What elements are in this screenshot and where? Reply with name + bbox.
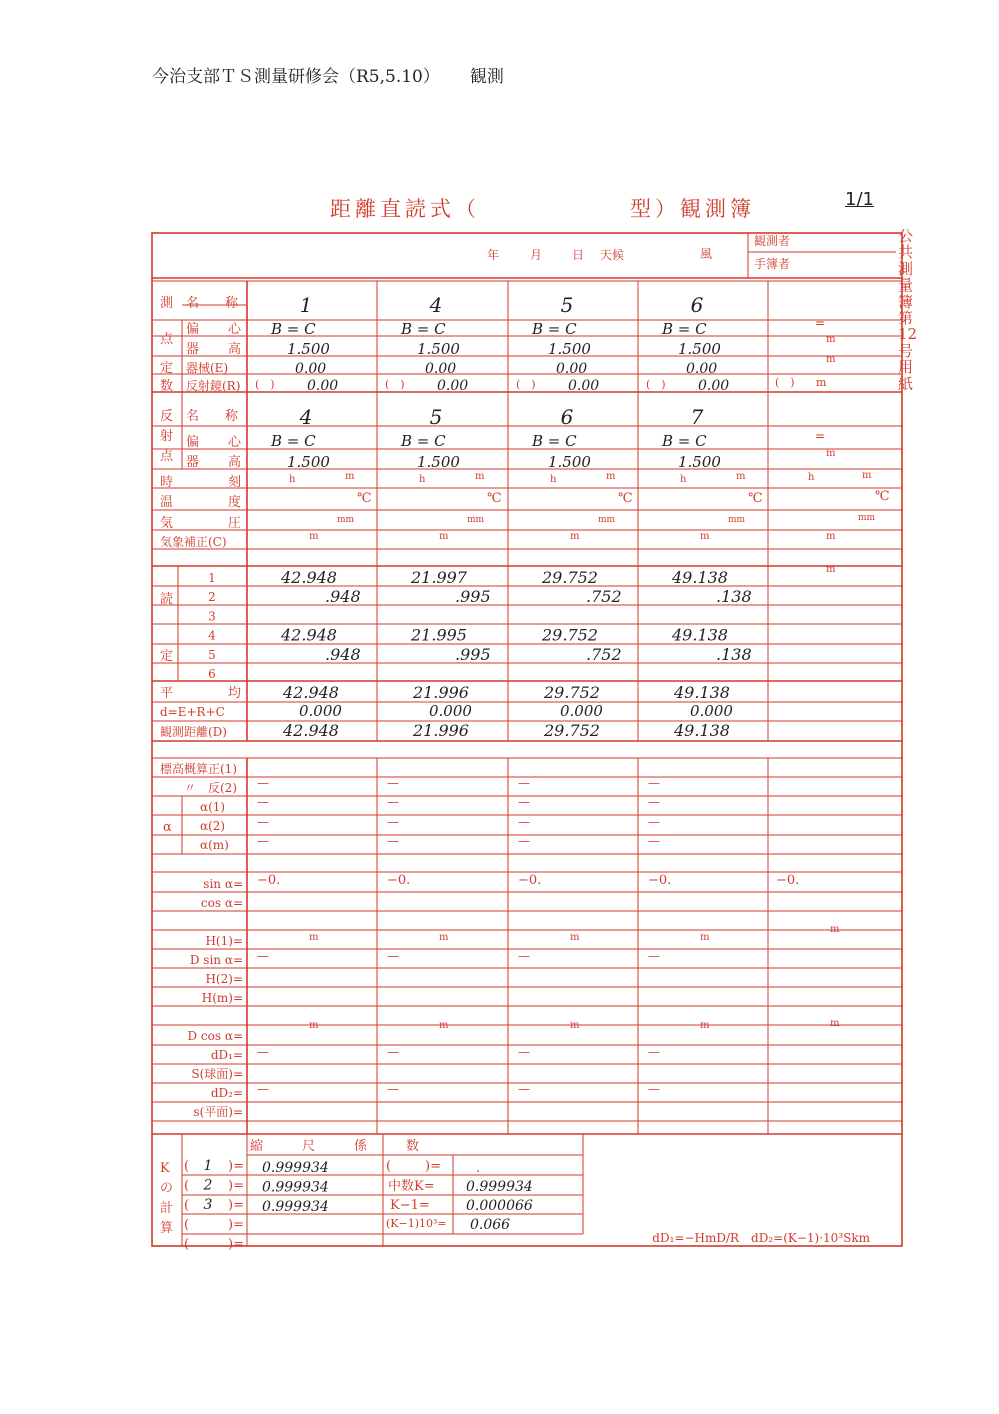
label: 名: [186, 409, 200, 424]
unit-m: m: [309, 531, 319, 542]
label: )=: [228, 1178, 244, 1194]
sin-label: sin α=: [203, 877, 243, 891]
label: h: [808, 472, 815, 483]
day-label: 日: [572, 248, 585, 262]
label: mm: [858, 513, 876, 523]
unit-mm: mm: [467, 515, 485, 525]
label: K−1=: [390, 1198, 430, 1213]
label: (: [184, 1159, 190, 1174]
label: 温: [160, 495, 174, 510]
label: 算: [160, 1221, 174, 1236]
label: α(m): [200, 838, 229, 852]
observed-distance: 21.996: [413, 721, 469, 740]
s-sphere-label: S(球面)=: [191, 1067, 243, 1081]
read-index: 2: [208, 590, 216, 605]
reflector-eccentric: B = C: [662, 432, 707, 450]
year-label: 年: [487, 248, 500, 262]
k-e3-value: 0.066: [470, 1217, 511, 1233]
paren-label: ( ): [255, 378, 275, 391]
paren-label: ( ): [516, 378, 536, 391]
dash-mark: —: [518, 815, 530, 829]
label: )=: [228, 1237, 244, 1252]
unit-m: m: [439, 932, 449, 943]
reflector-height: 1.500: [678, 453, 721, 471]
dash-mark: —: [257, 834, 269, 848]
dash-mark: —: [257, 949, 269, 963]
mean-value: 29.752: [544, 683, 600, 702]
label: ℃: [875, 489, 890, 504]
label: )=: [228, 1217, 244, 1233]
h2-label: H(2)=: [205, 972, 243, 986]
month-label: 月: [530, 248, 543, 262]
unit-h: h: [419, 474, 426, 485]
const-e: 0.00: [556, 361, 588, 377]
unit-m: m: [570, 1020, 580, 1031]
const-r: 0.00: [568, 378, 600, 394]
dd1-label: dD₁=: [210, 1048, 243, 1062]
dash-mark: —: [648, 834, 660, 848]
dd2-label: dD₂=: [210, 1086, 243, 1100]
title-right: 型）観測簿: [630, 197, 755, 221]
dd-formula: dD₁=−HmD/R dD₂=(K−1)·10³Skm: [652, 1231, 870, 1245]
reading-value: .138: [716, 644, 752, 664]
dash-mark: —: [387, 1045, 399, 1059]
unit-m: m: [309, 932, 319, 943]
unit-min: m: [606, 471, 616, 482]
unit-degc: ℃: [748, 491, 763, 506]
label: 中数K=: [388, 1179, 435, 1194]
eccentric-value: B = C: [532, 320, 577, 338]
dash-mark: —: [257, 776, 269, 790]
label: d=E+R+C: [160, 705, 225, 719]
label: (: [184, 1237, 190, 1252]
paren-label: ( ): [646, 378, 666, 391]
label: .: [476, 1161, 481, 1176]
scale-factor-header: 縮 尺 係 数: [250, 1139, 420, 1154]
dash-mark: —: [257, 815, 269, 829]
k-row-id: 2: [203, 1177, 213, 1194]
unit-m: m: [700, 531, 710, 542]
label: 観測距離(D): [160, 725, 227, 739]
reading-value: .948: [325, 644, 361, 664]
reflector-height: 1.500: [417, 453, 460, 471]
const-e: 0.00: [425, 361, 457, 377]
read-index: 5: [208, 647, 216, 662]
station-name: 1: [299, 293, 313, 317]
label: 偏: [186, 322, 200, 337]
station-name: 5: [560, 293, 574, 317]
dash-mark: —: [257, 1082, 269, 1096]
label: =: [815, 429, 826, 443]
label: 〃 反(2): [184, 781, 237, 795]
dash-mark: —: [648, 1045, 660, 1059]
mean-value: 21.996: [413, 683, 469, 702]
label: )=: [425, 1159, 441, 1174]
unit-h: h: [289, 474, 296, 485]
k-row-value: 0.999934: [262, 1199, 329, 1215]
read-index: 1: [208, 571, 216, 585]
unit-h: h: [550, 474, 557, 485]
dash-mark: —: [387, 834, 399, 848]
reading-value: 29.752: [542, 625, 598, 645]
unit-m: m: [570, 531, 580, 542]
label: )=: [228, 1198, 244, 1213]
s-plane-label: s(平面)=: [193, 1105, 243, 1119]
unit-mm: mm: [728, 515, 746, 525]
d-value: 0.000: [560, 702, 603, 720]
label: 定: [160, 649, 174, 664]
label: 射: [160, 429, 174, 444]
instrument-height: 1.500: [678, 340, 721, 358]
reflector-height: 1.500: [548, 453, 591, 471]
label: 刻: [228, 475, 242, 490]
page-number: 1/1: [845, 189, 874, 210]
dcos-label: D cos α=: [187, 1029, 243, 1043]
label: 器械(E): [186, 361, 229, 375]
label: −0.: [776, 873, 800, 888]
reading-value: .752: [586, 644, 622, 664]
sin-prefix: −0.: [257, 873, 281, 888]
reading-value: 29.752: [542, 568, 598, 587]
label: 称: [225, 296, 239, 311]
const-r: 0.00: [698, 378, 730, 394]
d-value: 0.000: [429, 702, 472, 720]
const-e: 0.00: [295, 361, 327, 377]
unit-min: m: [736, 471, 746, 482]
reflector-name: 6: [560, 405, 574, 429]
read-index: 4: [208, 628, 216, 643]
label: 計: [160, 1201, 174, 1216]
mean-value: 42.948: [283, 683, 339, 702]
label: m: [830, 1018, 840, 1029]
label: (: [184, 1178, 190, 1194]
instrument-height: 1.500: [417, 340, 460, 358]
station-name: 4: [429, 293, 443, 317]
label: )=: [228, 1159, 244, 1174]
label: m: [826, 334, 836, 345]
reading-value: .995: [455, 644, 491, 664]
median-k-value: 0.999934: [466, 1179, 533, 1195]
cos-label: cos α=: [200, 896, 243, 910]
unit-h: h: [680, 474, 687, 485]
sin-prefix: −0.: [518, 873, 542, 888]
label: 均: [228, 686, 242, 701]
dash-mark: —: [648, 776, 660, 790]
title-left: 距離直読式（: [330, 197, 480, 221]
unit-degc: ℃: [357, 491, 372, 506]
k-minus-1-value: 0.000066: [466, 1198, 533, 1214]
label: 圧: [228, 516, 242, 531]
eccentric-value: B = C: [401, 320, 446, 338]
read-index: 3: [208, 609, 216, 624]
label: m: [862, 470, 872, 481]
label: 器: [186, 455, 200, 470]
label: 点: [160, 332, 174, 347]
instrument-height: 1.500: [287, 340, 330, 358]
label: 測: [160, 296, 174, 311]
reading-value: .752: [586, 587, 622, 607]
label: 時: [160, 475, 174, 490]
dash-mark: —: [518, 1045, 530, 1059]
reflector-eccentric: B = C: [271, 432, 316, 450]
hm-label: H(m)=: [201, 991, 243, 1005]
k-row-id: 3: [203, 1197, 213, 1213]
mean-value: 49.138: [674, 683, 730, 702]
label: 度: [228, 495, 242, 510]
dash-mark: —: [518, 1082, 530, 1096]
const-r: 0.00: [437, 378, 469, 394]
unit-m: m: [309, 1020, 319, 1031]
observed-distance: 42.948: [283, 721, 339, 740]
k-row-value: 0.999934: [262, 1179, 329, 1196]
unit-mm: mm: [337, 515, 355, 525]
dash-mark: —: [518, 776, 530, 790]
dash-mark: —: [518, 795, 530, 809]
reading-value: 49.138: [672, 568, 728, 587]
observed-distance: 49.138: [674, 721, 730, 740]
label: (: [386, 1159, 392, 1174]
label: 反射鏡(R): [186, 379, 241, 393]
label: 点: [160, 449, 174, 464]
label: =: [815, 316, 826, 330]
reading-value: .948: [325, 587, 361, 607]
label: 標高概算正(1): [160, 762, 237, 776]
label: 読: [160, 592, 174, 607]
dash-mark: —: [648, 795, 660, 809]
h1-label: H(1)=: [205, 934, 243, 948]
label: 反: [160, 409, 174, 424]
side-form-label: 公共測量簿第12号用紙: [898, 227, 918, 393]
dash-mark: —: [387, 776, 399, 790]
reflector-height: 1.500: [287, 453, 330, 471]
dash-mark: —: [387, 815, 399, 829]
station-name: 6: [690, 293, 704, 317]
sin-prefix: −0.: [387, 873, 411, 888]
label: m: [826, 354, 836, 365]
recorder-label: 手簿者: [754, 257, 791, 271]
label: (K−1)10³=: [386, 1217, 447, 1230]
label: 高: [228, 342, 242, 357]
label: 偏: [186, 435, 200, 450]
label: (: [184, 1217, 190, 1233]
dash-mark: —: [518, 949, 530, 963]
label: 高: [228, 455, 242, 470]
reflector-name: 5: [429, 405, 443, 429]
label: 器: [186, 342, 200, 357]
reading-value: 21.997: [411, 568, 467, 587]
paren-label: ( ): [385, 378, 405, 391]
label: 心: [228, 322, 242, 337]
header-text: 今治支部ＴＳ測量研修会（R5,5.10）: [152, 67, 440, 87]
reflector-eccentric: B = C: [532, 432, 577, 450]
dash-mark: —: [387, 949, 399, 963]
label: ( ): [775, 376, 795, 389]
reading-value: .138: [716, 587, 752, 607]
dash-mark: —: [648, 1082, 660, 1096]
k-row-id: 1: [203, 1158, 213, 1174]
eccentric-value: B = C: [662, 320, 707, 338]
unit-degc: ℃: [487, 491, 502, 506]
label: 名: [186, 296, 200, 311]
label: 定: [160, 361, 174, 376]
eccentric-value: B = C: [271, 320, 316, 338]
label: m: [826, 448, 836, 459]
instrument-height: 1.500: [548, 340, 591, 358]
label: の: [160, 1181, 174, 1196]
unit-m: m: [439, 1020, 449, 1031]
weather-label: 天候: [600, 248, 625, 262]
label: (: [184, 1198, 190, 1213]
dash-mark: —: [648, 815, 660, 829]
label: 数: [160, 379, 174, 394]
dash-mark: —: [257, 795, 269, 809]
sin-prefix: −0.: [648, 873, 672, 888]
reading-value: 21.995: [411, 625, 467, 645]
observed-distance: 29.752: [544, 721, 600, 740]
reflector-name: 7: [690, 405, 704, 429]
label: m: [826, 531, 836, 542]
read-index: 6: [208, 667, 216, 681]
unit-min: m: [475, 471, 485, 482]
label: α: [163, 820, 172, 835]
label: K: [160, 1161, 170, 1176]
reading-value: 42.948: [281, 568, 337, 587]
unit-m: m: [700, 1020, 710, 1031]
dash-mark: —: [648, 949, 660, 963]
dash-mark: —: [518, 834, 530, 848]
label: m: [830, 924, 840, 935]
dsin-label: D sin α=: [189, 953, 243, 967]
reflector-eccentric: B = C: [401, 432, 446, 450]
const-r: 0.00: [307, 378, 339, 394]
label: α(2): [200, 819, 226, 833]
unit-mm: mm: [598, 515, 616, 525]
d-value: 0.000: [690, 702, 733, 720]
label: m: [816, 376, 827, 389]
unit-degc: ℃: [618, 491, 633, 506]
unit-m: m: [700, 932, 710, 943]
reading-value: 49.138: [672, 625, 728, 645]
unit-m: m: [570, 932, 580, 943]
k-row-value: 0.999934: [262, 1160, 329, 1176]
reading-value: 42.948: [281, 625, 337, 645]
reflector-name: 4: [299, 405, 313, 429]
dash-mark: —: [387, 1082, 399, 1096]
d-value: 0.000: [299, 702, 342, 720]
unit-min: m: [345, 471, 355, 482]
header-mode: 観測: [469, 67, 504, 87]
wind-label: 風: [700, 247, 713, 261]
label: 称: [225, 409, 239, 424]
label: α(1): [200, 800, 226, 814]
label: 気象補正(C): [160, 535, 227, 549]
reading-value: .995: [455, 587, 491, 607]
label: 気: [160, 516, 174, 531]
label: m: [826, 564, 836, 575]
dash-mark: —: [387, 795, 399, 809]
label: 平: [160, 686, 174, 701]
observer-label: 観測者: [754, 234, 791, 248]
const-e: 0.00: [686, 361, 718, 377]
label: 心: [228, 435, 242, 450]
dash-mark: —: [257, 1045, 269, 1059]
unit-m: m: [439, 531, 449, 542]
